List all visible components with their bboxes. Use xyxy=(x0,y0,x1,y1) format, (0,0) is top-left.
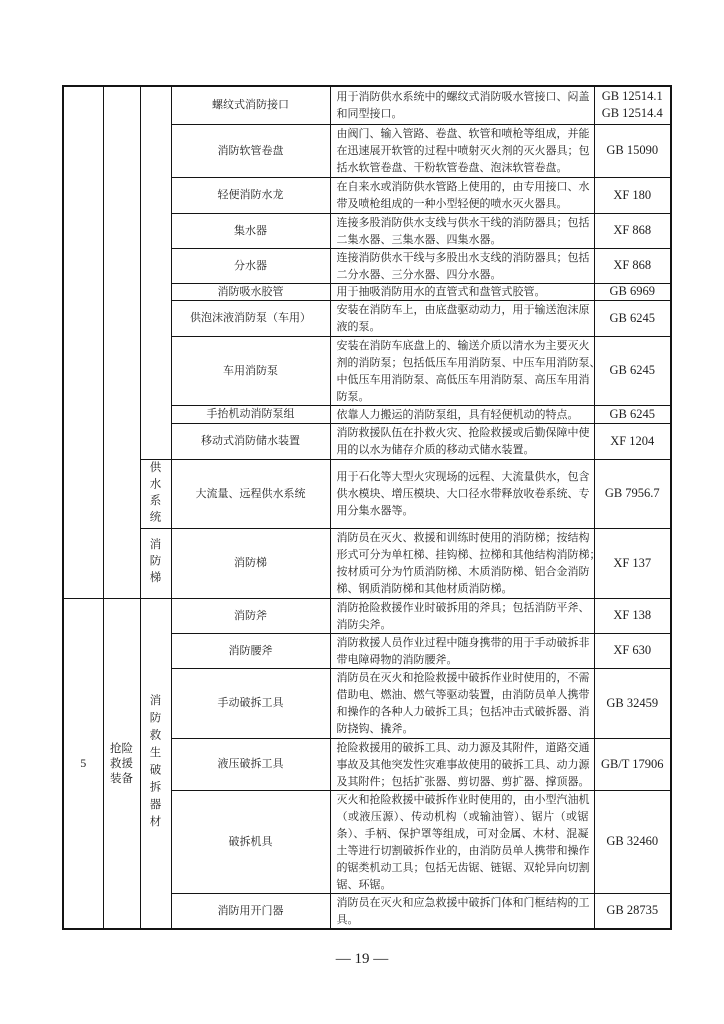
description-cell xyxy=(330,598,594,633)
description-line: 条）、手柄、保护罩等组成，可对金属、木材、混凝 xyxy=(336,826,589,840)
subcategory-fire-ladder xyxy=(140,528,171,598)
standard-code: GB 12514.4 xyxy=(601,106,663,121)
standard-cell xyxy=(594,598,671,633)
standard-cell xyxy=(594,738,671,790)
description-line: 形式可分为单杠梯、挂钩梯、拉梯和其他结构消防梯； xyxy=(336,548,601,561)
standard-code: GB 6245 xyxy=(609,406,655,421)
description-line: 抢险救援用的破拆工具、动力源及其附件，道路交通 xyxy=(336,740,590,754)
description-line: 中低压车用消防泵、高低压车用消防泵、高压车用消 xyxy=(336,372,590,386)
standard-code: GB/T 17906 xyxy=(600,756,664,771)
description-line: 由阀门、输入管路、卷盘、软管和喷枪等组成，并能 xyxy=(336,127,590,140)
description-line: 消防员在灭火和应急救援中破拆门体和门框结构的工 xyxy=(336,895,590,909)
standard-cell xyxy=(594,248,671,283)
description-line: 在自来水或消防供水管路上使用的，由专用接口、水 xyxy=(336,180,590,193)
description-line: （或液压源）、传动机构（或输油管）、锯片（或锯 xyxy=(336,809,589,823)
description-line: 事故及其他突发性灾难事故使用的破拆工具、动力源 xyxy=(336,757,590,771)
equipment-name: 轻便消防水龙 xyxy=(171,177,330,213)
description-cell xyxy=(330,336,601,405)
equipment-name: 手抬机动消防泵组 xyxy=(171,405,330,423)
description-cell xyxy=(330,300,594,336)
description-line: 二集水器、三集水器、四集水器。 xyxy=(336,232,502,246)
standard-code: XF 630 xyxy=(613,643,652,657)
description-cell xyxy=(330,423,594,459)
standard-code: GB 28735 xyxy=(606,903,659,918)
description-cell xyxy=(330,459,594,528)
description-cell xyxy=(330,405,594,423)
standard-cell xyxy=(594,459,671,528)
equipment-name: 集水器 xyxy=(171,213,330,248)
description-cell xyxy=(330,893,594,929)
equipment-name: 供泡沫液消防泵（车用） xyxy=(171,300,330,336)
description-cell xyxy=(330,738,594,790)
table-row xyxy=(63,598,671,633)
description-line: 消防救援队伍在扑救火灾、抢险救援或后勤保障中使 xyxy=(336,426,590,439)
description-line: 锯、环锯。 xyxy=(336,877,392,891)
description-line: 在迅速展开软管的过程中喷射灭火剂的灭火器具；包 xyxy=(336,144,590,157)
standard-code: GB 6245 xyxy=(609,363,655,377)
equipment-name: 大流量、远程供水系统 xyxy=(171,459,330,528)
description-cell xyxy=(330,213,594,248)
subcategory-cell-continued xyxy=(140,86,171,459)
standard-cell xyxy=(594,405,671,423)
equipment-name: 液压破拆工具 xyxy=(171,738,330,790)
category-cell-continued xyxy=(103,86,140,598)
description-cell xyxy=(330,124,594,177)
standard-code: GB 15090 xyxy=(606,143,659,157)
table-row xyxy=(63,459,671,528)
category-cell xyxy=(103,598,140,929)
description-line: 用于石化等大型火灾现场的远程、大流量供水，包含 xyxy=(336,470,590,483)
standard-cell xyxy=(594,423,671,459)
equipment-name: 消防吸水胶管 xyxy=(171,283,330,300)
equipment-name: 消防用开门器 xyxy=(171,893,330,929)
description-cell xyxy=(330,790,594,893)
description-line: 液的泵。 xyxy=(336,320,381,333)
description-line: 梯、钢质消防梯和其他材质消防梯。 xyxy=(336,582,513,595)
standard-cell xyxy=(594,893,671,929)
description-line: 消防员在灭火、救援和训练时使用的消防梯；按结构 xyxy=(336,531,590,544)
equipment-name: 消防梯 xyxy=(171,528,330,598)
description-line: 及其附件；包括扩张器、剪切器、剪扩器、撑顶器。 xyxy=(336,774,590,788)
description-line: 带电障碍物的消防腰斧。 xyxy=(336,652,458,666)
description-line: 依靠人力搬运的消防泵组，具有轻便机动的特点。 xyxy=(336,407,579,421)
description-cell xyxy=(330,633,594,668)
standard-code: XF 868 xyxy=(613,223,652,237)
standard-code: XF 180 xyxy=(613,187,652,202)
subcategory-water-supply-system xyxy=(140,459,171,528)
description-line: 防泵。 xyxy=(336,389,370,403)
description-cell xyxy=(330,177,594,213)
table-row xyxy=(63,86,671,124)
description-line: 括水软管卷盘、干粉软管卷盘、泡沫软管卷盘。 xyxy=(336,161,568,174)
description-line: 和操作的各种人力破拆工具；包括冲击式破拆器、消 xyxy=(336,705,590,718)
number-cell-continued xyxy=(63,86,103,598)
standard-cell xyxy=(594,790,671,893)
equipment-name: 车用消防泵 xyxy=(171,336,330,405)
table-row xyxy=(63,528,671,598)
standard-cell xyxy=(594,86,671,124)
standard-code: GB 12514.1 xyxy=(601,89,663,104)
description-cell xyxy=(330,86,594,124)
description-line: 具。 xyxy=(336,912,359,926)
category-label: 抢险救援装备 xyxy=(110,740,133,785)
equipment-name: 消防软管卷盘 xyxy=(171,124,330,177)
equipment-name: 分水器 xyxy=(171,248,330,283)
subcategory-label: 供水系统 xyxy=(148,460,163,527)
description-line: 借助电、燃油、燃气等驱动装置，由消防员单人携带 xyxy=(336,688,590,701)
equipment-name: 消防腰斧 xyxy=(171,633,330,668)
standard-cell xyxy=(594,283,671,300)
description-line: 消防员在灭火和抢险救援中破拆作业时使用的，不需 xyxy=(336,671,590,684)
description-cell xyxy=(330,668,594,738)
description-line: 消防救援人员作业过程中随身携带的用于手动破拆非 xyxy=(336,635,590,649)
standard-cell xyxy=(594,300,671,336)
equipment-name: 螺纹式消防接口 xyxy=(171,86,330,124)
standard-code: GB 32460 xyxy=(606,834,659,848)
standard-code: XF 868 xyxy=(613,258,652,272)
standard-cell xyxy=(594,668,671,738)
standard-code: XF 137 xyxy=(613,555,652,570)
description-line: 按材质可分为竹质消防梯、木质消防梯、铝合金消防 xyxy=(336,565,590,578)
standard-code: XF 138 xyxy=(613,608,652,622)
page-number: — 19 — xyxy=(335,951,389,967)
equipment-name: 破拆机具 xyxy=(171,790,330,893)
description-line: 连接消防供水干线与多股出水支线的消防器具；包括 xyxy=(336,250,590,264)
description-line: 剂的消防泵；包括低压车用消防泵、中压车用消防泵、 xyxy=(336,355,601,369)
description-line: 用于消防供水系统中的螺纹式消防吸水管接口、闷盖 xyxy=(336,90,590,104)
description-cell xyxy=(330,248,594,283)
standard-code: XF 1204 xyxy=(610,433,655,448)
equipment-name: 手动破拆工具 xyxy=(171,668,330,738)
standard-cell xyxy=(594,213,671,248)
subcategory-label: 消防梯 xyxy=(148,538,163,588)
description-line: 安装在消防车底盘上的、输送介质以清水为主要灭火 xyxy=(336,338,590,352)
description-line: 供水模块、增压模块、大口径水带释放收卷系统、专 xyxy=(336,487,590,500)
standard-cell xyxy=(594,124,671,177)
standard-cell xyxy=(594,633,671,668)
standard-cell xyxy=(594,528,671,598)
section-number: 5 xyxy=(63,598,103,929)
description-line: 用于抽吸消防用水的直管式和盘管式胶管。 xyxy=(336,285,546,298)
description-line: 和同型接口。 xyxy=(336,107,403,121)
description-line: 二分水器、三分水器、四分水器。 xyxy=(336,267,502,281)
equipment-name: 移动式消防储水装置 xyxy=(171,423,330,459)
standard-cell xyxy=(594,177,671,213)
description-cell xyxy=(330,283,594,300)
description-line: 消防尖斧。 xyxy=(336,617,392,631)
standard-code: GB 32459 xyxy=(606,695,659,710)
description-line: 的锯类机动工具；包括无齿锯、链锯、双轮异向切割 xyxy=(336,860,590,874)
subcategory-label: 消防救生破拆器材 xyxy=(148,694,163,833)
description-line: 安装在消防车上，由底盘驱动动力，用于输送泡沫原 xyxy=(336,303,590,316)
description-cell xyxy=(330,528,601,598)
description-line: 连接多股消防供水支线与供水干线的消防器具；包括 xyxy=(336,215,590,229)
description-line: 消防抢险救援作业时破拆用的斧具；包括消防平斧、 xyxy=(336,600,590,614)
description-line: 用分集水器等。 xyxy=(336,504,414,517)
equipment-name: 消防斧 xyxy=(171,598,330,633)
equipment-standards-table xyxy=(62,85,672,930)
description-line: 防挠钩、撬斧。 xyxy=(336,722,414,735)
standard-code: GB 6969 xyxy=(609,284,655,298)
standard-cell xyxy=(594,336,671,405)
standard-code: GB 7956.7 xyxy=(604,486,660,500)
description-line: 带及喷枪组成的一种小型轻便的喷水灭火器具。 xyxy=(336,197,568,210)
subcategory-rescue-breaking xyxy=(140,598,171,929)
description-line: 土等进行切割破拆作业的，由消防员单人携带和操作 xyxy=(336,843,590,857)
description-line: 灭火和抢险救援中破拆作业时使用的，由小型汽油机 xyxy=(336,792,590,806)
standard-code: GB 6245 xyxy=(609,310,655,325)
description-line: 用的以水为储存介质的移动式储水装置。 xyxy=(336,443,535,456)
